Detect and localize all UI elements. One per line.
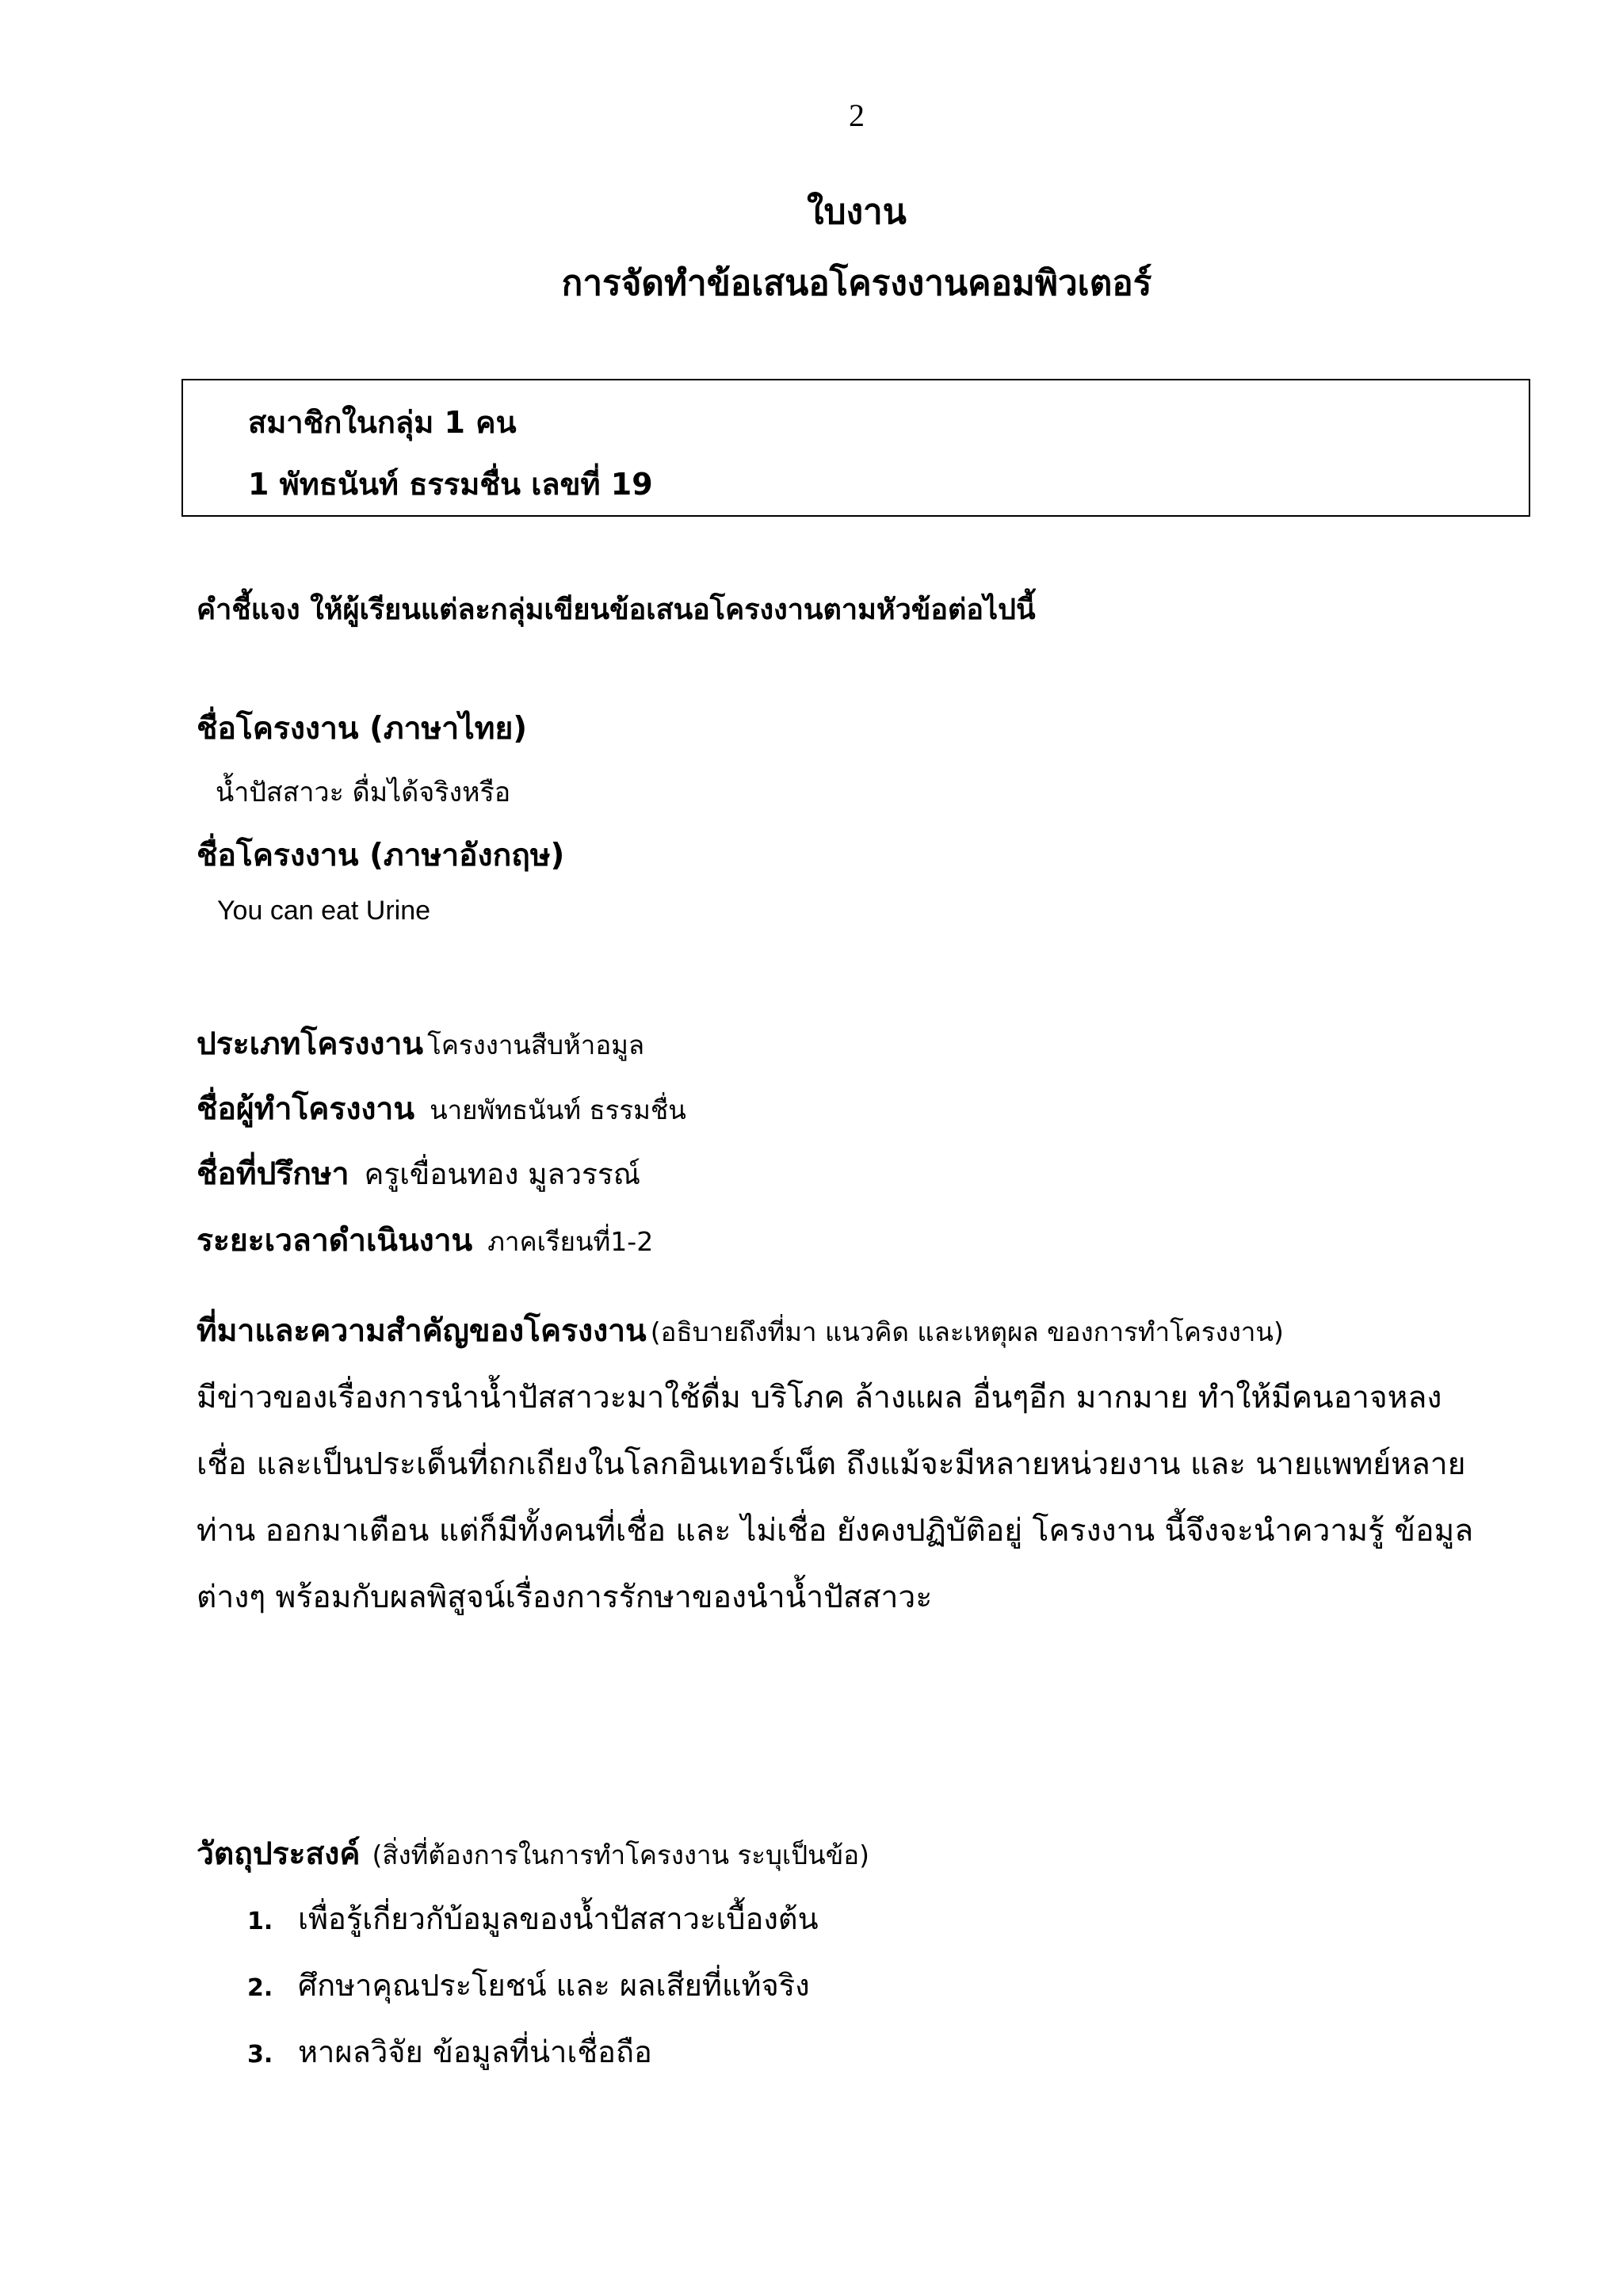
page-subtitle: การจัดทำข้อเสนอโครงงานคอมพิวเตอร์ [561,263,1152,304]
objectives-label: วัตถุประสงค์ [197,1836,361,1872]
objective-text: หาผลวิจัย ข้อมูลที่น่าเชื่อถือ [298,2034,652,2069]
project-name-th-value: น้ำปัสสาวะ ดื่มได้จริงหรือ [216,777,511,808]
background-label: ที่มาและความสำคัญของโครงงาน [197,1313,647,1349]
objectives-note: (สิ่งที่ต้องการในการทำโครงงาน ระบุเป็นข้อ) [372,1839,869,1870]
project-type-value: โครงงานสืบห้าอมูล [427,1030,645,1060]
advisor-label: ชื่อที่ปรึกษา [197,1156,349,1192]
advisor-value: ครูเขื่อนทอง มูลวรรณ์ [364,1157,641,1191]
objective-number: 1. [247,1908,273,1935]
project-name-en-value: You can eat Urine [217,896,431,926]
members-count: สมาชิกในกลุ่ม 1 คน [248,405,517,440]
members-box [181,379,1530,517]
project-type-row [197,1019,644,1068]
author-value: นายพัทธนันท์ ธรรมชื่น [430,1095,686,1125]
page-title: ใบงาน [807,192,907,232]
background-text: มีข่าวของเรื่องการนำน้ำปัสสาวะมาใช้ดื่ม บริโภค ล้างแผล อื่นๆอีก มากมาย ทำให้มีคนอาจหลงเชื่อ และเป็นประเด็นที่ถกเถียงในโลกอินเทอร์เน็ต ถึงแม้จะมีหลายหน่วยงาน และ นายแพทย์หลายท่าน ออกมาเตือน แต่ก็มีทั้งคนที่เชื่อ และ ไม่เชื่อ ยังคงปฏิบัติอยู่ โครงงาน นี้จึงจะนำความรู้ ข้อมูลต่างๆ พร้อมกับผลพิสูจน์เรื่องการรักษาของนำน้ำปัสสาวะ [197,1380,1474,1615]
author-row [197,1084,686,1133]
project-name-en-label: ชื่อโครงงาน (ภาษาอังกฤษ) [197,838,565,873]
objective-text: ศึกษาคุณประโยชน์ และ ผลเสียที่แท้จริง [298,1968,810,2003]
project-type-label: ประเภทโครงงาน [197,1026,424,1062]
background-note: (อธิบายถึงที่มา แนวคิด และเหตุผล ของการทำโครงงาน) [650,1316,1284,1347]
background-heading [197,1306,1284,1355]
objectives-heading [197,1829,869,1878]
member-entry: 1 พัทธนันท์ ธรรมชื่น เลขที่ 19 [248,467,653,502]
objective-text: เพื่อรู้เกี่ยวกับ้อมูลของน้ำปัสสาวะเบื้องต้น [298,1901,819,1936]
objective-number: 2. [247,1974,273,2002]
objective-item [247,1961,810,2009]
objective-item [247,2027,652,2076]
duration-label: ระยะเวลาดำเนินงาน [197,1223,473,1259]
instruction-text: คำชี้แจง ให้ผู้เรียนแต่ละกลุ่มเขียนข้อเสนอโครงงานตามหัวข้อต่อไปนี้ [197,594,1036,626]
author-label: ชื่อผู้ทำโครงงาน [197,1091,414,1127]
objective-number: 3. [247,2041,273,2069]
duration-value: ภาคเรียนที่1-2 [487,1226,654,1257]
advisor-row [197,1149,640,1198]
page-number: 2 [849,97,865,133]
project-name-th-label: ชื่อโครงงาน (ภาษาไทย) [197,711,528,747]
objective-item [247,1894,819,1943]
duration-row [197,1216,653,1265]
